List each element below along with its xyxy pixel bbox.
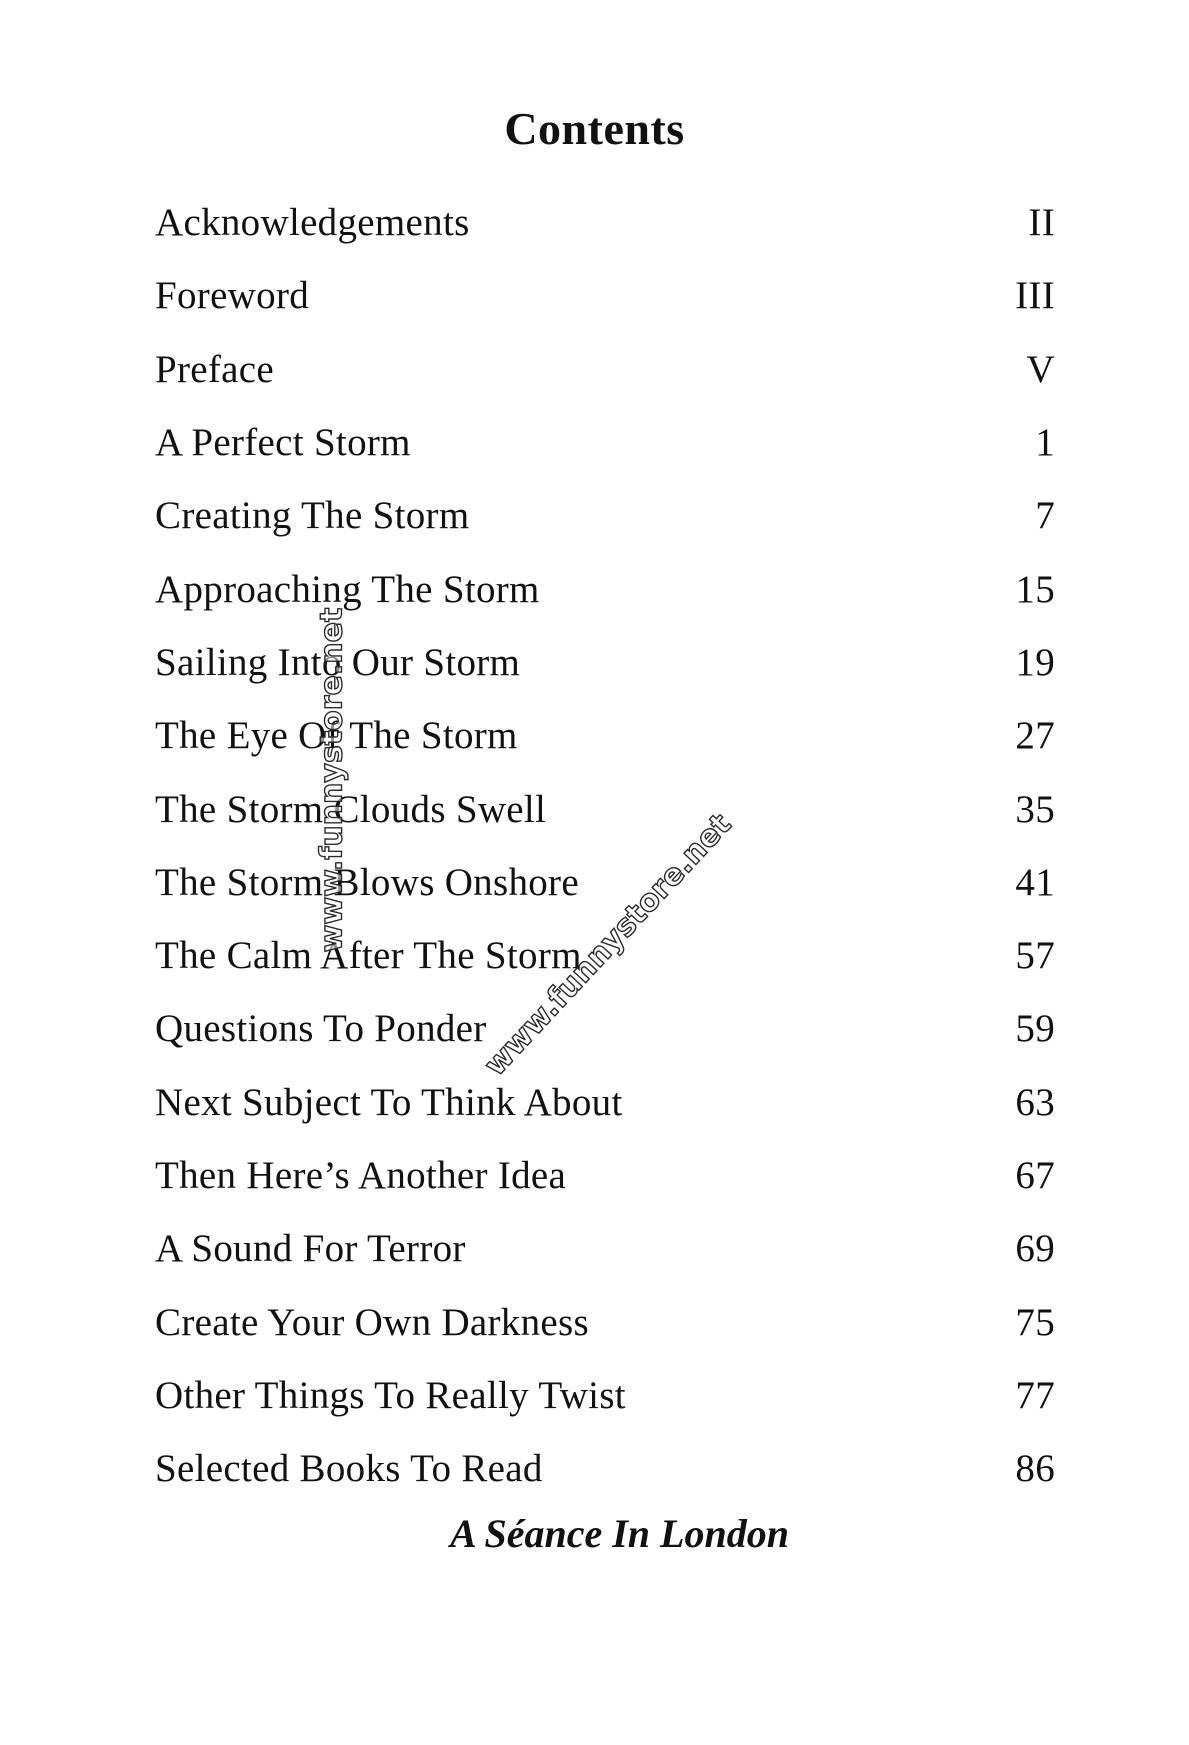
toc-entry-label: The Storm Clouds Swell <box>155 787 547 831</box>
toc-entry-label: Create Your Own Darkness <box>155 1300 589 1344</box>
toc-entry-label: Then Here’s Another Idea <box>155 1154 567 1197</box>
toc-entry <box>155 919 1055 992</box>
toc-entry <box>155 1212 1055 1285</box>
toc-entry <box>155 479 1055 552</box>
toc-entry-label: The Calm After The Storm <box>155 934 582 978</box>
toc-entry-page: 27 <box>1015 714 1055 758</box>
toc-entry <box>155 552 1055 625</box>
toc-entry-label: Questions To Ponder <box>155 1007 487 1051</box>
toc-entry-page: 41 <box>1015 860 1055 904</box>
toc-entry-label: The Eye Of The Storm <box>155 714 518 758</box>
watermark-diagonal: www.funnystore.net <box>477 807 739 1083</box>
toc-entry-label: Creating The Storm <box>155 494 470 538</box>
toc-entry <box>155 1066 1055 1139</box>
toc-entry <box>155 333 1055 406</box>
toc-entry-page: 75 <box>1015 1300 1055 1344</box>
toc-entry-page: II <box>1028 201 1055 245</box>
toc-entry-page: 19 <box>1015 640 1055 684</box>
toc-entry-label: A Sound For Terror <box>155 1227 466 1271</box>
toc-entry <box>155 626 1055 699</box>
toc-entry-page: 35 <box>1015 787 1055 831</box>
toc-entry-page: III <box>1015 274 1055 318</box>
toc-entry <box>155 1432 1055 1505</box>
toc-entry <box>155 1285 1055 1358</box>
toc-entry <box>155 1139 1055 1212</box>
page-title: Contents <box>504 103 685 154</box>
toc-entry <box>155 699 1055 772</box>
toc-entry <box>155 846 1055 919</box>
toc-entry-label: Other Things To Really Twist <box>155 1373 626 1417</box>
toc-entry-page: 77 <box>1015 1373 1055 1417</box>
toc-entry <box>155 1359 1055 1432</box>
watermark-vertical: www.funnystore.net <box>314 607 350 953</box>
toc-entry-page: 1 <box>1035 421 1055 465</box>
toc-entry-page: 63 <box>1015 1080 1055 1124</box>
toc-entry-page: 7 <box>1035 494 1055 538</box>
toc-entry-label: The Storm Blows Onshore <box>155 860 579 904</box>
toc-entry-page: 59 <box>1015 1007 1055 1051</box>
toc-entry <box>155 186 1055 259</box>
toc-entry-page: V <box>1026 347 1055 391</box>
toc-entry-label: Next Subject To Think About <box>155 1080 623 1124</box>
toc-entry-label: Acknowledgements <box>155 201 470 245</box>
toc-entry <box>155 772 1055 845</box>
toc-entry <box>155 259 1055 332</box>
toc-entry-page: 69 <box>1015 1227 1055 1271</box>
toc-entry <box>155 992 1055 1065</box>
toc-entry-label: Approaching The Storm <box>155 567 540 611</box>
toc-entry-page: 86 <box>1015 1447 1055 1491</box>
toc-entry-page: 15 <box>1015 567 1055 611</box>
table-of-contents <box>155 186 1055 1505</box>
toc-entry-label: Preface <box>155 347 275 391</box>
toc-entry-label: Sailing Into Our Storm <box>155 640 521 684</box>
toc-entry <box>155 406 1055 479</box>
toc-entry-page: 57 <box>1015 934 1055 978</box>
closing-title: A Séance In London <box>450 1511 789 1556</box>
toc-entry-label: Selected Books To Read <box>155 1447 543 1491</box>
toc-entry-label: A Perfect Storm <box>155 421 411 465</box>
toc-entry-label: Foreword <box>155 274 310 318</box>
toc-entry-page: 67 <box>1015 1154 1055 1197</box>
